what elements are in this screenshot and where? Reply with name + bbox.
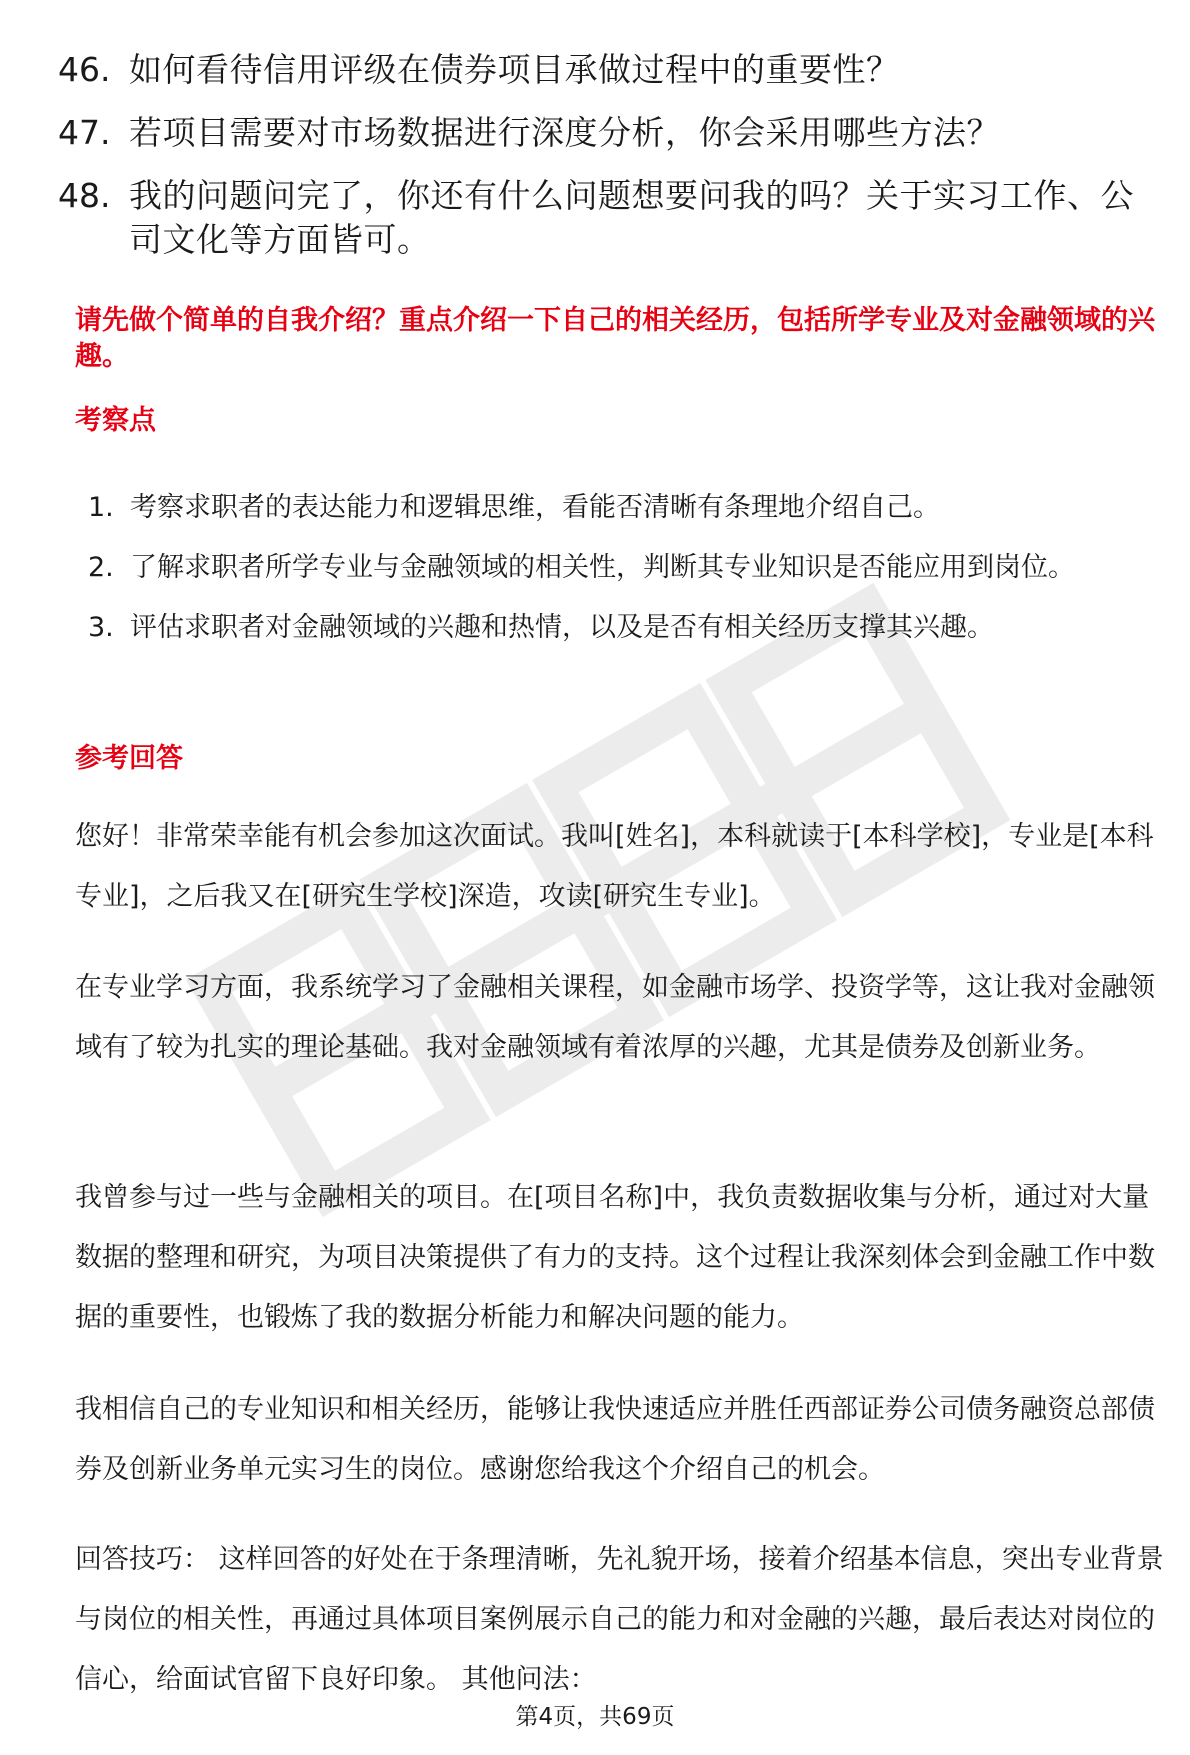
list-item [58, 174, 1138, 262]
question-list [58, 48, 1138, 281]
point-number: 1. [88, 492, 114, 523]
answer-paragraph: 我曾参与过一些与金融相关的项目。在[项目名称]中，我负责数据收集与分析，通过对大量数据的整理和研究，为项目决策提供了有力的支持。这个过程让我深刻体会到金融工作中数据的重要性，也锻炼了我的数据分析能力和解决问题的能力。 [75, 1182, 1155, 1333]
point-number: 2. [88, 552, 114, 583]
exam-points-heading: 考察点 [75, 405, 156, 436]
question-number: 46. [58, 50, 111, 89]
list-item [58, 111, 1138, 155]
answer-paragraph: 我相信自己的专业知识和相关经历，能够让我快速适应并胜任西部证券公司债务融资总部债券及创新业务单元实习生的岗位。感谢您给我这个介绍自己的机会。 [75, 1394, 1155, 1485]
answer-tips-paragraph: 回答技巧： 这样回答的好处在于条理清晰，先礼貌开场，接着介绍基本信息，突出专业背景与岗位的相关性，再通过具体项目案例展示自己的能力和对金融的兴趣，最后表达对岗位的信心，给面试官留下良好印象。 其他问法： [75, 1544, 1164, 1695]
question-text: 若项目需要对市场数据进行深度分析，你会采用哪些方法？ [129, 113, 1000, 152]
point-text: 考察求职者的表达能力和逻辑思维，看能否清晰有条理地介绍自己。 [130, 492, 940, 523]
exam-points-list [88, 478, 1148, 658]
question-text: 如何看待信用评级在债券项目承做过程中的重要性？ [129, 50, 900, 89]
answer-paragraph: 您好！非常荣幸能有机会参加这次面试。我叫[姓名]，本科就读于[本科学校]，专业是[本科专业]，之后我又在[研究生学校]深造，攻读[研究生专业]。 [75, 821, 1154, 912]
point-number: 3. [88, 612, 114, 643]
question-number: 48. [58, 176, 111, 215]
list-item [88, 478, 1148, 538]
answer-heading: 参考回答 [75, 743, 183, 774]
point-text: 评估求职者对金融领域的兴趣和热情，以及是否有相关经历支撑其兴趣。 [130, 612, 994, 643]
question-text: 我的问题问完了，你还有什么问题想要问我的吗？关于实习工作、公司文化等方面皆可。 [129, 176, 1134, 259]
list-item [88, 598, 1148, 658]
point-text: 了解求职者所学专业与金融领域的相关性，判断其专业知识是否能应用到岗位。 [130, 552, 1075, 583]
page-footer: 第4页，共69页 [515, 1704, 675, 1730]
main-question-heading: 请先做个简单的自我介绍？重点介绍一下自己的相关经历，包括所学专业及对金融领域的兴趣。 [75, 305, 1155, 372]
list-item [88, 538, 1148, 598]
answer-paragraph: 在专业学习方面，我系统学习了金融相关课程，如金融市场学、投资学等，这让我对金融领域有了较为扎实的理论基础。我对金融领域有着浓厚的兴趣，尤其是债券及创新业务。 [75, 972, 1155, 1063]
list-item [58, 48, 1138, 92]
question-number: 47. [58, 113, 111, 152]
